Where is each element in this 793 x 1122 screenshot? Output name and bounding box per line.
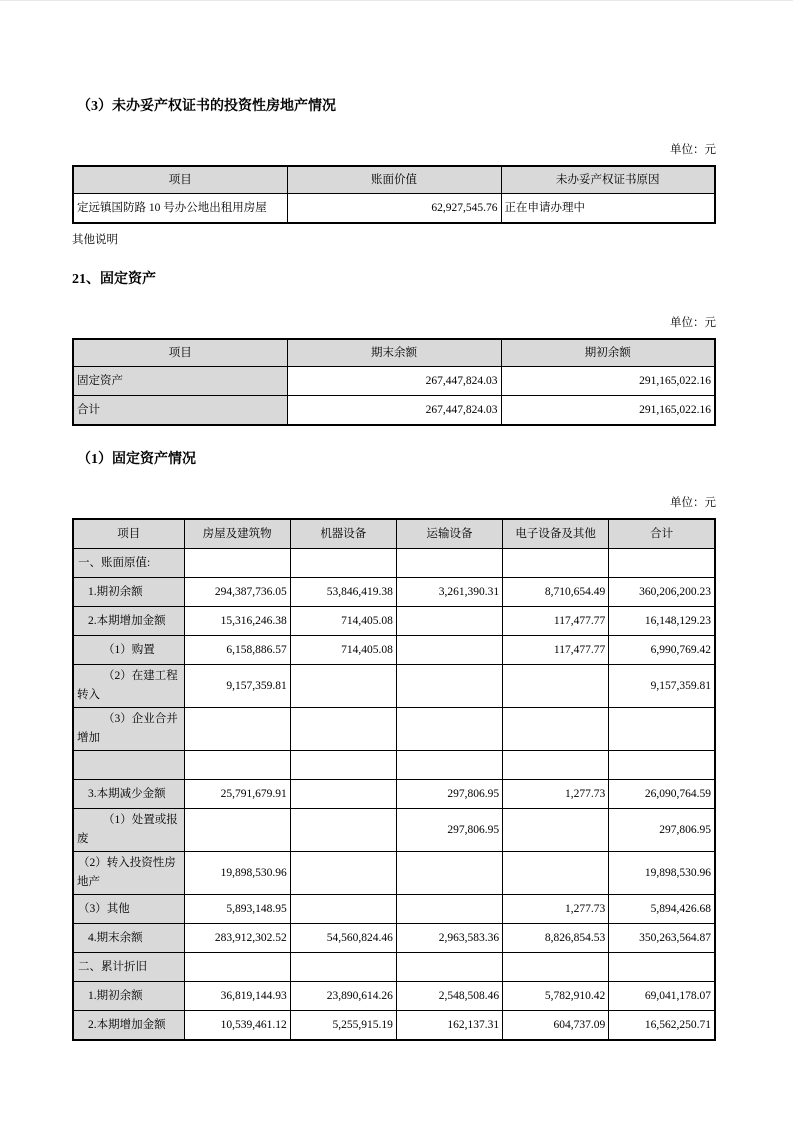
value-cell: 10,539,461.12 [184, 1011, 290, 1041]
value-cell: 2,963,583.36 [396, 924, 502, 953]
row-label-cell: 1.期初余额 [73, 982, 184, 1011]
col-header-buildings: 房屋及建筑物 [184, 519, 290, 549]
row-label-cell: （3）其他 [73, 895, 184, 924]
unit-label: 单位：元 [670, 144, 716, 156]
value-cell [184, 708, 290, 751]
value-cell: 297,806.95 [396, 780, 502, 809]
value-cell [290, 708, 396, 751]
value-cell: 16,562,250.71 [609, 1011, 715, 1041]
col-header-item: 项目 [73, 519, 184, 549]
value-cell: 9,157,359.81 [184, 665, 290, 708]
fixed-assets-summary-table [72, 338, 716, 426]
row-label-cell: （2）在建工程转入 [73, 665, 184, 708]
unit-label: 单位：元 [670, 497, 716, 509]
value-cell: 54,560,824.46 [290, 924, 396, 953]
row-label-cell: （3）企业合并增加 [73, 708, 184, 751]
value-cell: 19,898,530.96 [184, 852, 290, 895]
col-header-transport: 运输设备 [396, 519, 502, 549]
col-header-total: 合计 [609, 519, 715, 549]
value-cell [503, 751, 609, 780]
value-cell [396, 665, 502, 708]
value-cell [396, 636, 502, 665]
value-cell [290, 953, 396, 982]
row-label-cell: 二、累计折旧 [73, 953, 184, 982]
table-row [73, 953, 715, 982]
value-cell [396, 953, 502, 982]
value-cell [503, 809, 609, 852]
value-cell: 5,782,910.42 [503, 982, 609, 1011]
other-note: 其他说明 [72, 234, 118, 246]
value-cell: 23,890,614.26 [290, 982, 396, 1011]
row-label-cell: 2.本期增加金额 [73, 1011, 184, 1041]
header-row [73, 166, 715, 194]
value-cell: 2,548,508.46 [396, 982, 502, 1011]
value-cell: 9,157,359.81 [609, 665, 715, 708]
value-cell: 1,277.73 [503, 780, 609, 809]
value-cell [609, 549, 715, 578]
value-cell [290, 809, 396, 852]
value-cell [503, 953, 609, 982]
value-cell [290, 549, 396, 578]
value-cell [290, 665, 396, 708]
col-header-reason: 未办妥产权证书原因 [501, 166, 715, 194]
value-cell [290, 895, 396, 924]
table-row [73, 809, 715, 852]
value-cell [184, 751, 290, 780]
row-label-cell: 4.期末余额 [73, 924, 184, 953]
value-cell [290, 852, 396, 895]
value-cell: 36,819,144.93 [184, 982, 290, 1011]
heading-fixed-assets-detail: （1）固定资产情况 [77, 452, 196, 467]
value-cell: 5,893,148.95 [184, 895, 290, 924]
heading-fixed-assets: 21、固定资产 [72, 272, 156, 287]
value-cell [609, 708, 715, 751]
table-row [73, 895, 715, 924]
value-cell: 267,447,824.03 [287, 396, 501, 426]
value-cell: 16,148,129.23 [609, 607, 715, 636]
value-cell [609, 953, 715, 982]
value-cell: 69,041,178.07 [609, 982, 715, 1011]
value-cell: 6,990,769.42 [609, 636, 715, 665]
row-label-cell [73, 751, 184, 780]
value-cell [609, 751, 715, 780]
table-row [73, 924, 715, 953]
value-cell [396, 708, 502, 751]
value-cell: 283,912,302.52 [184, 924, 290, 953]
value-cell [290, 780, 396, 809]
row-label-cell: 合计 [73, 396, 287, 426]
col-header-ending-balance: 期末余额 [287, 339, 501, 367]
value-cell [503, 665, 609, 708]
row-label-cell: 2.本期增加金额 [73, 607, 184, 636]
col-header-machinery: 机器设备 [290, 519, 396, 549]
value-cell: 294,387,736.05 [184, 578, 290, 607]
table-row [73, 607, 715, 636]
header-row [73, 339, 715, 367]
value-cell [396, 607, 502, 636]
table-row [73, 982, 715, 1011]
value-cell: 297,806.95 [396, 809, 502, 852]
value-cell: 5,894,426.68 [609, 895, 715, 924]
header-row [73, 519, 715, 549]
value-cell [503, 549, 609, 578]
row-label-cell: 定远镇国防路 10 号办公地出租用房屋 [73, 194, 287, 224]
value-cell: 5,255,915.19 [290, 1011, 396, 1041]
value-cell: 26,090,764.59 [609, 780, 715, 809]
value-cell: 297,806.95 [609, 809, 715, 852]
value-cell [184, 953, 290, 982]
row-label-cell: （2）转入投资性房地产 [73, 852, 184, 895]
unregistered-property-table [72, 165, 716, 224]
value-cell: 291,165,022.16 [501, 367, 715, 396]
row-label-cell: 1.期初余额 [73, 578, 184, 607]
value-cell [396, 852, 502, 895]
value-cell [503, 852, 609, 895]
row-label-cell: 一、账面原值: [73, 549, 184, 578]
table-row [73, 852, 715, 895]
value-cell: 117,477.77 [503, 636, 609, 665]
table-row [73, 549, 715, 578]
value-cell: 1,277.73 [503, 895, 609, 924]
value-cell: 360,206,200.23 [609, 578, 715, 607]
value-cell [396, 895, 502, 924]
table-row [73, 194, 715, 224]
row-label-cell: （1）购置 [73, 636, 184, 665]
col-header-item: 项目 [73, 339, 287, 367]
value-cell: 714,405.08 [290, 607, 396, 636]
value-cell: 25,791,679.91 [184, 780, 290, 809]
value-cell [396, 751, 502, 780]
value-cell: 6,158,886.57 [184, 636, 290, 665]
value-cell: 8,710,654.49 [503, 578, 609, 607]
col-header-book-value: 账面价值 [287, 166, 501, 194]
value-cell: 53,846,419.38 [290, 578, 396, 607]
value-cell: 62,927,545.76 [287, 194, 501, 224]
col-header-electronics: 电子设备及其他 [503, 519, 609, 549]
value-cell: 714,405.08 [290, 636, 396, 665]
table-row [73, 1011, 715, 1041]
heading-unregistered-property: （3）未办妥产权证书的投资性房地产情况 [77, 99, 336, 114]
value-cell: 3,261,390.31 [396, 578, 502, 607]
col-header-beginning-balance: 期初余额 [501, 339, 715, 367]
value-cell [396, 549, 502, 578]
table-row [73, 396, 715, 426]
col-header-item: 项目 [73, 166, 287, 194]
value-cell: 267,447,824.03 [287, 367, 501, 396]
table-row [73, 367, 715, 396]
value-cell: 正在申请办理中 [501, 194, 715, 224]
row-label-cell: （1）处置或报废 [73, 809, 184, 852]
value-cell [184, 549, 290, 578]
fixed-assets-detail-table [72, 518, 716, 1041]
value-cell [503, 708, 609, 751]
table-row [73, 708, 715, 751]
value-cell: 15,316,246.38 [184, 607, 290, 636]
value-cell: 350,263,564.87 [609, 924, 715, 953]
value-cell [184, 809, 290, 852]
value-cell: 604,737.09 [503, 1011, 609, 1041]
table-row [73, 751, 715, 780]
row-label-cell: 固定资产 [73, 367, 287, 396]
value-cell: 8,826,854.53 [503, 924, 609, 953]
value-cell: 162,137.31 [396, 1011, 502, 1041]
value-cell [290, 751, 396, 780]
table-row [73, 636, 715, 665]
table-row [73, 780, 715, 809]
value-cell: 291,165,022.16 [501, 396, 715, 426]
table-row [73, 665, 715, 708]
value-cell: 19,898,530.96 [609, 852, 715, 895]
unit-label: 单位：元 [670, 317, 716, 329]
table-row [73, 578, 715, 607]
row-label-cell: 3.本期减少金额 [73, 780, 184, 809]
value-cell: 117,477.77 [503, 607, 609, 636]
